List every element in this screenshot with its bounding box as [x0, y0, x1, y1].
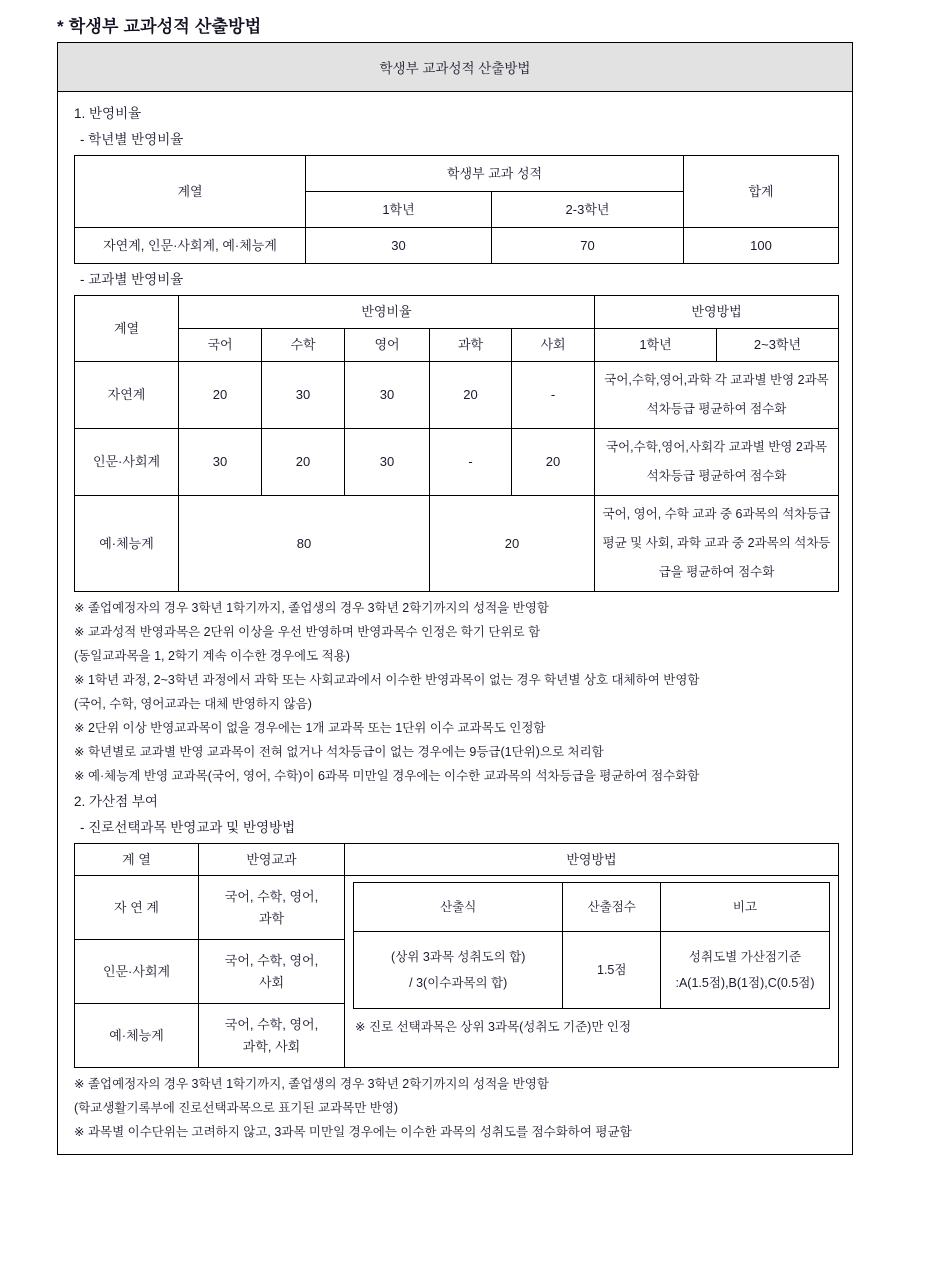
note-line: ※ 졸업예정자의 경우 3학년 1학기까지, 졸업생의 경우 3학년 2학기까지의 성적을 반영함 [74, 1077, 549, 1091]
section1-sub1-heading: - 학년별 반영비율 [80, 132, 184, 147]
subjects-line2: 사회 [258, 974, 285, 990]
table-row [75, 429, 839, 496]
section2-heading: 2. 가산점 부여 [74, 794, 158, 809]
cell-english: 30 [345, 362, 430, 429]
cell-series: 인문·사회계 [75, 940, 199, 1004]
header-korean: 국어 [179, 329, 262, 362]
cell-method: 국어, 영어, 수학 교과 중 6과목의 석차등급 평균 및 사회, 과학 교과 중 2과목의 석차등급을 평균하여 점수화 [595, 496, 839, 592]
frame-header-title: 학생부 교과성적 산출방법 [58, 43, 852, 92]
header-series: 계열 [75, 156, 306, 228]
header-math: 수학 [262, 329, 345, 362]
cell-series: 자연계 [75, 362, 179, 429]
subject-ratio-table [74, 295, 839, 592]
subjects-line2: 과학 [258, 910, 285, 926]
note-line: (학교생활기록부에 진로선택과목으로 표기된 교과목만 반영) [74, 1101, 399, 1115]
bonus-point-table [74, 843, 839, 1068]
cell-korean: 20 [179, 362, 262, 429]
table-header-row [75, 844, 839, 876]
cell-year1-value: 30 [306, 228, 492, 264]
subjects-line1: 국어, 수학, 영어, [224, 952, 319, 968]
header-subjects: 반영교과 [199, 844, 345, 876]
table-header-row [75, 156, 839, 192]
cell-year23-value: 70 [492, 228, 684, 264]
cell-subjects [199, 1004, 345, 1068]
inner-header-row [354, 883, 830, 932]
cell-method: 국어,수학,영어,사회각 교과별 반영 2과목 석차등급 평균하여 점수화 [595, 429, 839, 496]
cell-korean: 30 [179, 429, 262, 496]
cell-math: 30 [262, 362, 345, 429]
header-reflection-ratio: 반영비율 [179, 296, 595, 329]
remark-line1: 성취도별 가산점기준 [688, 950, 802, 964]
table-header-row [75, 296, 839, 329]
cell-ratio-right: 20 [430, 496, 595, 592]
header-year23: 2-3학년 [492, 192, 684, 228]
header-social: 사회 [512, 329, 595, 362]
remark-line2: :A(1.5점),B(1점),C(0.5점) [675, 976, 815, 990]
bonus-method-inner-table [353, 882, 830, 1009]
formula-line1: (상위 3과목 성취도의 합) [391, 950, 526, 964]
header-score: 산출점수 [563, 883, 661, 932]
cell-series: 자연계, 인문·사회계, 예·체능계 [75, 228, 306, 264]
frame-body [58, 92, 852, 1154]
header-science: 과학 [430, 329, 512, 362]
cell-social: - [512, 362, 595, 429]
cell-score: 1.5점 [563, 932, 661, 1009]
section1-sub2-heading: - 교과별 반영비율 [80, 272, 184, 287]
header-formula: 산출식 [354, 883, 563, 932]
header-school-record: 학생부 교과 성적 [306, 156, 684, 192]
cell-science: - [430, 429, 512, 496]
header-method-year1: 1학년 [595, 329, 717, 362]
table-subheader-row [75, 329, 839, 362]
section1-heading: 1. 반영비율 [74, 106, 142, 121]
cell-series: 자 연 계 [75, 876, 199, 940]
table-row [75, 228, 839, 264]
subjects-line1: 국어, 수학, 영어, [224, 888, 319, 904]
cell-total-value: 100 [684, 228, 839, 264]
cell-social: 20 [512, 429, 595, 496]
grade-ratio-table [74, 155, 839, 264]
cell-series: 예·체능계 [75, 1004, 199, 1068]
cell-remark [661, 932, 830, 1009]
cell-series: 예·체능계 [75, 496, 179, 592]
main-content-frame [57, 42, 853, 1155]
header-english: 영어 [345, 329, 430, 362]
table-row [75, 362, 839, 429]
section2-notes [74, 1072, 836, 1144]
cell-math: 20 [262, 429, 345, 496]
header-total: 합계 [684, 156, 839, 228]
cell-series: 인문·사회계 [75, 429, 179, 496]
header-year1: 1학년 [306, 192, 492, 228]
cell-formula [354, 932, 563, 1009]
table-row [75, 496, 839, 592]
note-line: ※ 학년별로 교과별 반영 교과목이 전혀 없거나 석차등급이 없는 경우에는 9등급(1단위)으로 처리함 [74, 745, 604, 759]
cell-subjects [199, 940, 345, 1004]
cell-science: 20 [430, 362, 512, 429]
cell-method: 국어,수학,영어,과학 각 교과별 반영 2과목 석차등급 평균하여 점수화 [595, 362, 839, 429]
header-series: 계열 [75, 296, 179, 362]
header-method: 반영방법 [345, 844, 839, 876]
header-reflection-method: 반영방법 [595, 296, 839, 329]
header-series: 계 열 [75, 844, 199, 876]
note-line: (국어, 수학, 영어교과는 대체 반영하지 않음) [74, 697, 312, 711]
section1-notes [74, 596, 836, 788]
note-line: ※ 예·체능계 반영 교과목(국어, 영어, 수학)이 6과목 미만일 경우에는 이수한 교과목의 석차등급을 평균하여 점수화함 [74, 769, 700, 783]
inner-body-row [354, 932, 830, 1009]
subjects-line1: 국어, 수학, 영어, [224, 1016, 319, 1032]
note-line: ※ 2단위 이상 반영교과목이 없을 경우에는 1개 교과목 또는 1단위 이수 교과목도 인정함 [74, 721, 546, 735]
cell-ratio-left: 80 [179, 496, 430, 592]
section2-sub-heading: - 진로선택과목 반영교과 및 반영방법 [80, 820, 296, 835]
note-line: ※ 교과성적 반영과목은 2단위 이상을 우선 반영하며 반영과목수 인정은 학기 단위로 함 [74, 625, 541, 639]
note-line: ※ 졸업예정자의 경우 3학년 1학기까지, 졸업생의 경우 3학년 2학기까지의 성적을 반영함 [74, 601, 549, 615]
table-row [75, 876, 839, 940]
formula-line2: / 3(이수과목의 합) [409, 976, 508, 990]
note-line: ※ 과목별 이수단위는 고려하지 않고, 3과목 미만일 경우에는 이수한 과목의 성취도를 점수화하여 평균함 [74, 1125, 632, 1139]
nested-note: ※ 진로 선택과목은 상위 3과목(성취도 기준)만 인정 [355, 1020, 632, 1034]
page-title: * 학생부 교과성적 산출방법 [57, 17, 262, 36]
cell-subjects [199, 876, 345, 940]
header-method-year23: 2~3학년 [717, 329, 839, 362]
cell-english: 30 [345, 429, 430, 496]
note-line: ※ 1학년 과정, 2~3학년 과정에서 과학 또는 사회교과에서 이수한 반영과목이 없는 경우 학년별 상호 대체하여 반영함 [74, 673, 700, 687]
cell-method-nested [345, 876, 839, 1068]
subjects-line2: 과학, 사회 [242, 1038, 301, 1054]
header-remark: 비고 [661, 883, 830, 932]
note-line: (동일교과목을 1, 2학기 계속 이수한 경우에도 적용) [74, 649, 350, 663]
nested-method-wrapper [345, 876, 838, 1043]
